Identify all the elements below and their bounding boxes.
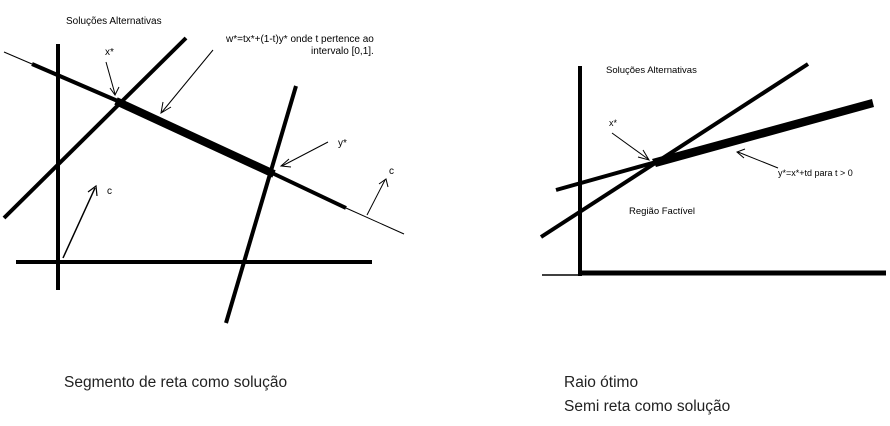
left-ystar-pointer-head <box>281 159 291 167</box>
left-constraint-line-1 <box>4 38 186 218</box>
left-ystar-label: y* <box>338 138 347 149</box>
right-optimal-ray <box>652 99 874 167</box>
right-caption-line2: Semi reta como solução <box>564 398 731 415</box>
left-xstar-label: x* <box>105 47 114 58</box>
right-xstar-pointer <box>612 133 648 159</box>
left-c-objective-arrow <box>367 180 385 215</box>
left-title: Soluções Alternativas <box>66 16 162 27</box>
left-caption: Segmento de reta como solução <box>64 374 288 391</box>
right-title: Soluções Alternativas <box>606 65 697 76</box>
left-ystar-pointer <box>282 142 328 166</box>
left-c-vector-label: c <box>107 186 112 197</box>
left-figure <box>4 38 404 323</box>
left-objective-thin-left <box>4 52 32 64</box>
left-formula-line1: w*=tx*+(1-t)y* onde t pertence ao <box>226 34 374 45</box>
right-caption-line1: Raio ótimo <box>564 374 639 391</box>
left-objective-thin-right <box>346 208 404 234</box>
left-formula-pointer <box>162 50 213 112</box>
left-optimal-segment <box>116 101 274 174</box>
left-objective-line-b <box>270 172 346 208</box>
right-region-label: Região Factível <box>629 206 696 217</box>
left-formula-line2: intervalo [0,1]. <box>311 46 374 57</box>
right-formula-pointer <box>738 152 778 168</box>
right-constraint-line-2 <box>556 162 656 190</box>
left-objective-line-a <box>32 64 120 102</box>
right-formula-label: y*=x*+td para t > 0 <box>778 168 853 178</box>
right-xstar-label: x* <box>609 118 618 128</box>
left-constraint-line-2 <box>226 86 296 323</box>
left-c-vector <box>63 188 95 258</box>
left-c-objective-label: c <box>389 166 394 177</box>
